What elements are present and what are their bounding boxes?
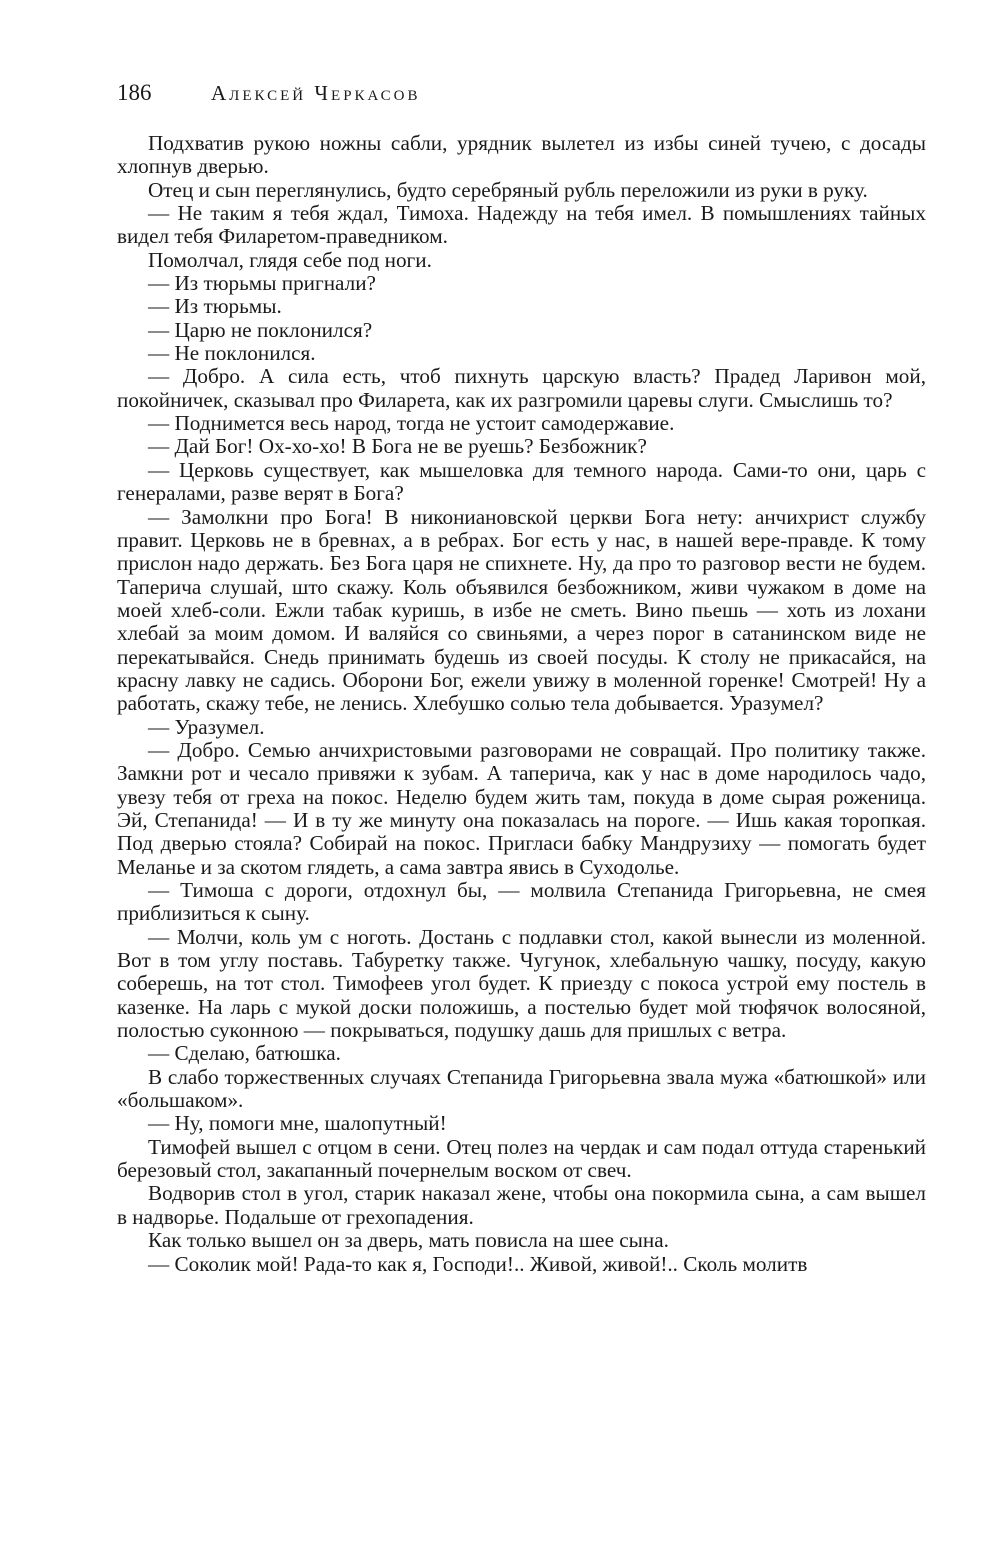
dialogue-line: — Из тюрьмы. (148, 294, 282, 319)
dialogue-line: — Сделаю, батюшка. (148, 1041, 341, 1066)
paragraph: Водворив стол в угол, старик наказал жене, чтобы она покормила сына, а сам вышел в надворье. Подальше от грехопадения. (117, 1181, 926, 1229)
dialogue-line: — Не поклонился. (148, 341, 316, 366)
page-number: 186 (117, 80, 152, 105)
paragraph: Подхватив рукою ножны сабли, урядник вылетел из избы синей тучею, с досады хлопнув дверью. (117, 131, 926, 179)
dialogue-line: — Из тюрьмы пригнали? (148, 271, 376, 296)
book-page (117, 80, 926, 1276)
dialogue-line: — Не таким я тебя ждал, Тимоха. Надежду на тебя имел. В помышлениях тайных видел тебя Филаретом-праведником. (117, 201, 926, 249)
paragraph: Как только вышел он за дверь, мать повисла на шее сына. (148, 1228, 669, 1253)
dialogue-line: — Ну, помоги мне, шалопутный! (148, 1111, 447, 1136)
dialogue-line: — Уразумел. (148, 714, 265, 739)
dialogue-line: — Замолкни про Бога! В никониановской церкви Бога нету: анчихрист службу правит. Церковь не в бревнах, а в ребрах. Бог есть у нас, в нашей вере-правде. К тому прислон надо держать. Без Бога царя не спихнете. Ну, да про то разговор вести не будем. Таперича слушай, што скажу. Коль объявился безбожником, живи чужаком в доме на моей хлеб-соли. Ежли табак куришь, в избе не сметь. Вино пьешь — хоть из лохани хлебай за моим домом. И валяйся со свиньями, а через порог в сатанинском виде не перекатывайся. Снедь принимать будешь из своей посуды. К столу не прикасайся, на красну лавку не садись. Оборони Бог, ежели увижу в моленной горенке! Смотрей! Ну а работать, скажу тебе, не ленись. Хлебушко солью тела добывается. Уразумел? (117, 504, 926, 716)
dialogue-line: — Добро. Семью анчихристовыми разговорами не совращай. Про политику также. Замкни рот и чесало привяжи к зубам. А таперича, как у нас в доме народилось чадо, увезу тебя от греха на покос. Неделю будем жить там, покуда в доме сырая роженица. Эй, Степанида! — И в ту же минуту она показалась на пороге. — Ишь какая торопкая. Под дверью стояла? Собирай на покос. Пригласи бабку Мандрузиху — помогать будет Меланье и за скотом глядеть, а сама завтра явись в Суходолье. (117, 737, 926, 879)
paragraph: В слабо торжественных случаях Степанида Григорьевна звала мужа «батюшкой» или «большаком». (117, 1064, 926, 1113)
body-text (117, 132, 926, 1276)
dialogue-line: — Молчи, коль ум с ноготь. Достань с подлавки стол, какой вынесли из моленной. Вот в том углу поставь. Табуретку также. Чугунок, хлебальную чашку, посуду, какую соберешь, на тот стол. Тимофеев угол будет. К приезду с покоса устрой ему постель в казенке. На ларь с мукой доски положишь, а постелью будет мой тюфячок волосяной, полостью суконною — покрываться, подушку дашь для пришлых с ветра. (117, 924, 926, 1043)
paragraph: Отец и сын переглянулись, будто серебряный рубль переложили из руки в руку. (148, 177, 868, 202)
running-head (117, 80, 926, 114)
paragraph: Помолчал, глядя себе под ноги. (148, 247, 432, 272)
running-head-author: Алексей Черкасов (211, 81, 421, 105)
dialogue-line: — Царю не поклонился? (148, 317, 373, 342)
paragraph: Тимофей вышел с отцом в сени. Отец полез на чердак и сам подал оттуда старенький березовый стол, закапанный почернелым воском от свеч. (117, 1134, 926, 1183)
dialogue-line: — Поднимется весь народ, тогда не устоит самодержавие. (148, 411, 675, 436)
dialogue-line: — Церковь существует, как мышеловка для темного народа. Сами-то они, царь с генералами, разве верят в Бога? (117, 457, 926, 506)
dialogue-line: — Соколик мой! Рада-то как я, Господи!.. Живой, живой!.. Сколь молитв (148, 1251, 808, 1276)
dialogue-line: — Добро. А сила есть, чтоб пихнуть царскую власть? Прадед Ларивон мой, покойничек, сказывал про Филарета, как их разгромили царевы слуги. Смыслишь то? (117, 364, 926, 412)
dialogue-line: — Дай Бог! Ох-хо-хо! В Бога не ве руешь? Безбожник? (148, 434, 647, 459)
dialogue-line: — Тимоша с дороги, отдохнул бы, — молвила Степанида Григорьевна, не смея приблизиться к сыну. (117, 878, 926, 926)
